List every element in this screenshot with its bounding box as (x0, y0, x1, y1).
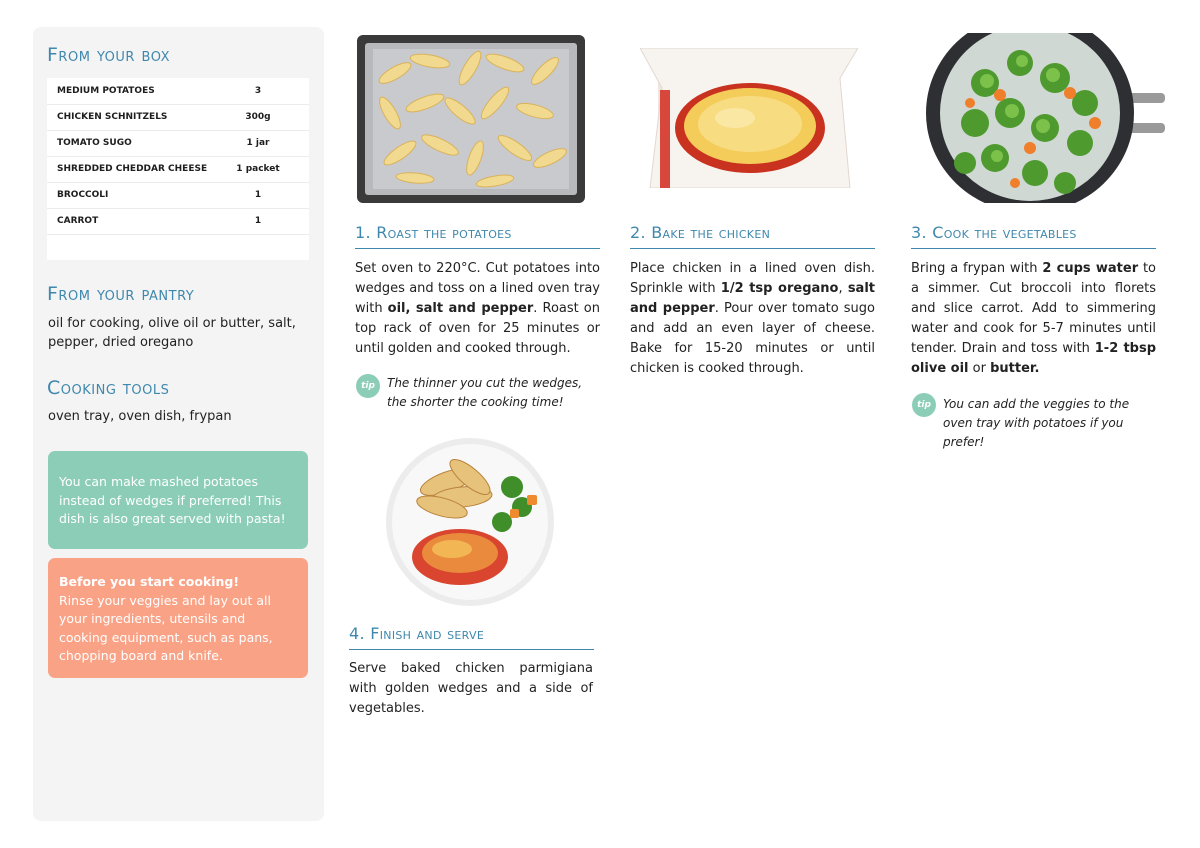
step-4-title: 4. Finish and serve (349, 624, 594, 650)
step-3-text: Bring a frypan with 2 cups water to a simmer. Cut broccoli into florets and slice carrot. Add to simmering water and cook for 5-7 minutes until tender. Drain and toss with 1-2 tbsp olive oil or butter. (911, 261, 1157, 376)
ingredient-name: MEDIUM POTATOES (47, 78, 227, 104)
step-2-text: Place chicken in a lined oven dish. Sprinkle with 1/2 tsp oregano, salt and pepper. Pour over tomato sugo and add an even layer of cheese. Bake for 15-20 minutes or until chicken is cooked through. (630, 261, 876, 376)
ingredient-name: BROCCOLI (47, 182, 227, 208)
table-row (47, 78, 309, 104)
from-your-pantry-heading: From your pantry (47, 283, 195, 305)
tip-green-text: You can make mashed potatoes instead of wedges if preferred! This dish is also great served with pasta! (59, 474, 286, 526)
step-1-tip: The thinner you cut the wedges, the shorter the cooking time! (387, 376, 583, 409)
bake-chicken-photo (640, 48, 858, 188)
ingredients-table (47, 78, 309, 260)
ingredient-qty: 1 (227, 182, 309, 208)
roast-potatoes-photo (355, 33, 587, 205)
finish-serve-photo (352, 437, 590, 612)
cooking-tools-text: oven tray, oven dish, frypan (48, 409, 232, 424)
tip-orange-title: Before you start cooking! (59, 574, 240, 589)
tip-orange-text: Rinse your veggies and lay out all your ingredients, utensils and cooking equipment, such as pans, chopping board and knife. (59, 592, 273, 663)
oven-tray-wedges-image (355, 33, 587, 205)
ingredient-qty: 1 jar (227, 130, 309, 156)
before-cooking-tip-box (48, 558, 308, 678)
tip-badge-icon: tip (356, 374, 380, 398)
step-2-title: 2. Bake the chicken (630, 223, 875, 249)
oven-dish-chicken-image (640, 48, 858, 188)
step-3-tip: You can add the veggies to the oven tray with potatoes if you prefer! (943, 397, 1130, 449)
table-row (47, 130, 309, 156)
ingredient-name: SHREDDED CHEDDAR CHEESE (47, 156, 227, 182)
ingredient-name: TOMATO SUGO (47, 130, 227, 156)
ingredient-qty: 300g (227, 104, 309, 130)
ingredient-name: CHICKEN SCHNITZELS (47, 104, 227, 130)
ingredient-qty: 1 (227, 208, 309, 234)
table-row (47, 182, 309, 208)
table-row (47, 156, 309, 182)
step-1-text: Set oven to 220°C. Cut potatoes into wedges and toss on a lined oven tray with oil, salt and pepper. Roast on top rack of oven for 25 minutes or until golden and cooked through. (355, 261, 600, 356)
plated-meal-image (352, 437, 590, 612)
ingredient-name: CARROT (47, 208, 227, 234)
step-3-title: 3. Cook the vegetables (911, 223, 1156, 249)
table-row-empty (47, 234, 309, 260)
frypan-vegetables-image (925, 33, 1165, 203)
table-row (47, 208, 309, 234)
step-1-title: 1. Roast the potatoes (355, 223, 600, 249)
from-your-box-heading: From your box (47, 44, 170, 66)
sidebar (33, 27, 324, 821)
step-4-text: Serve baked chicken parmigiana with golden wedges and a side of vegetables. (349, 661, 593, 716)
table-row (47, 104, 309, 130)
cooking-tools-heading: Cooking tools (47, 377, 170, 399)
pantry-text: oil for cooking, olive oil or butter, salt, pepper, dried oregano (48, 316, 296, 350)
ingredient-qty: 3 (227, 78, 309, 104)
cook-vegetables-photo (925, 33, 1165, 203)
mashed-potato-tip-box (48, 451, 308, 549)
tip-badge-icon: tip (912, 393, 936, 417)
ingredient-qty: 1 packet (227, 156, 309, 182)
